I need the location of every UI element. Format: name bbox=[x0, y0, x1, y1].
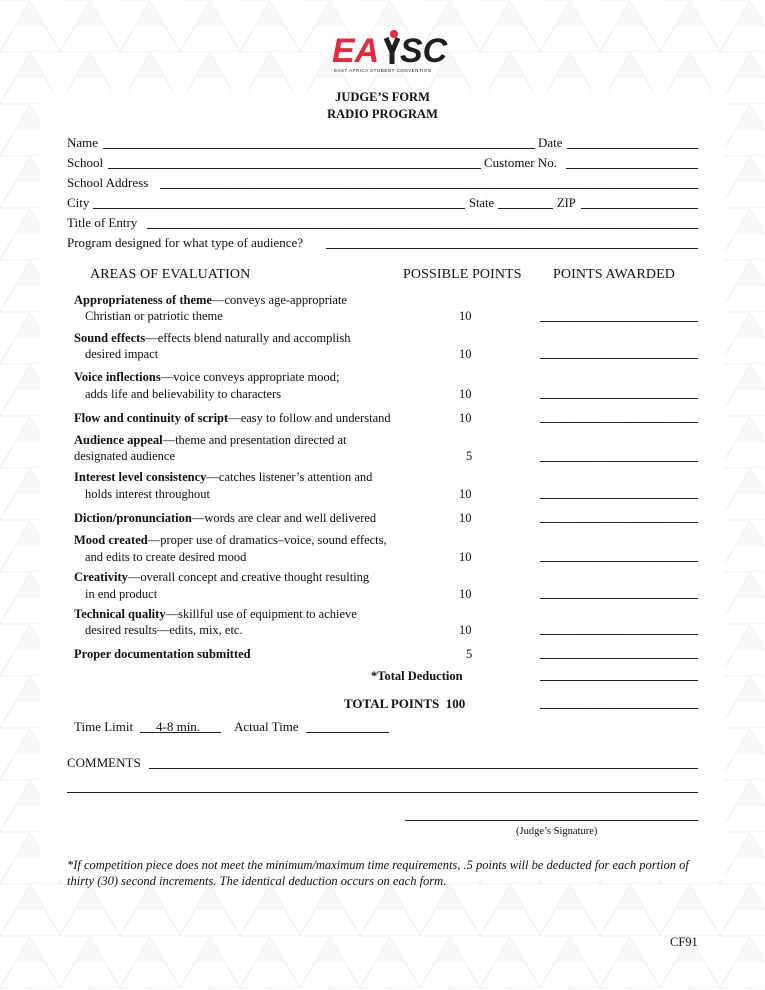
total-points-label: TOTAL POINTS 100 bbox=[344, 696, 466, 711]
title-of-entry-label: Title of Entry bbox=[67, 215, 138, 230]
possible-points: 10 bbox=[459, 587, 472, 601]
state-field[interactable] bbox=[498, 208, 553, 209]
criterion-detail: in end product bbox=[85, 587, 158, 601]
possible-points: 5 bbox=[466, 647, 473, 661]
criterion-detail: holds interest throughout bbox=[85, 487, 210, 501]
points-awarded-field[interactable] bbox=[540, 398, 698, 399]
criterion-text: Voice inflections—voice conveys appropriate mood; bbox=[74, 370, 340, 384]
date-label: Date bbox=[538, 135, 563, 150]
school-label: School bbox=[67, 155, 104, 170]
possible-points: 10 bbox=[459, 411, 472, 425]
zip-label: ZIP bbox=[557, 196, 576, 210]
school-address-label: School Address bbox=[67, 175, 149, 190]
total-deduction-label: *Total Deduction bbox=[371, 669, 463, 683]
time-limit-underline bbox=[140, 732, 221, 733]
points-awarded-field[interactable] bbox=[540, 358, 698, 359]
eaysc-logo-mark bbox=[330, 26, 448, 70]
criterion-text: Proper documentation submitted bbox=[74, 647, 251, 661]
possible-points: 5 bbox=[466, 449, 473, 463]
criterion-text: Sound effects—effects blend naturally and accomplish bbox=[74, 331, 351, 345]
form-code: CF91 bbox=[670, 935, 698, 949]
col-possible-header: POSSIBLE POINTS bbox=[403, 267, 522, 282]
possible-points: 10 bbox=[459, 387, 472, 401]
points-awarded-field[interactable] bbox=[540, 598, 698, 599]
possible-points: 10 bbox=[459, 511, 472, 525]
customer-no-label: Customer No. bbox=[484, 155, 557, 170]
form-subtitle: RADIO PROGRAM bbox=[327, 107, 438, 121]
signature-label: (Judge’s Signature) bbox=[516, 826, 598, 837]
logo-subtitle: EAST AFRICA STUDENT CONVENTION bbox=[334, 68, 432, 73]
title-of-entry-field[interactable] bbox=[147, 228, 698, 229]
date-field[interactable] bbox=[567, 148, 698, 149]
name-label: Name bbox=[67, 135, 99, 150]
points-awarded-field[interactable] bbox=[540, 461, 698, 462]
possible-points: 10 bbox=[459, 550, 472, 564]
audience-field[interactable] bbox=[326, 248, 698, 249]
points-awarded-field[interactable] bbox=[540, 321, 698, 322]
school-field[interactable] bbox=[108, 168, 481, 169]
criterion-detail: adds life and believability to characters bbox=[85, 387, 282, 401]
col-awarded-header: POINTS AWARDED bbox=[553, 267, 676, 282]
footnote-line-1: *If competition piece does not meet the minimum/maximum time requirements, .5 points will be deducted for each portion of bbox=[67, 858, 689, 872]
comments-field-line-2[interactable] bbox=[67, 792, 698, 793]
possible-points: 10 bbox=[459, 347, 472, 361]
points-awarded-field[interactable] bbox=[540, 422, 698, 423]
name-field[interactable] bbox=[103, 148, 535, 149]
possible-points: 10 bbox=[459, 623, 472, 637]
svg-text:SC: SC bbox=[400, 32, 448, 70]
customer-no-field[interactable] bbox=[566, 168, 698, 169]
actual-time-field[interactable] bbox=[306, 732, 389, 733]
points-awarded-field[interactable] bbox=[540, 634, 698, 635]
possible-points: 10 bbox=[459, 487, 472, 501]
footnote-line-2: thirty (30) second increments. The identical deduction occurs on each form. bbox=[67, 874, 447, 888]
comments-label: COMMENTS bbox=[67, 755, 141, 770]
criterion-detail: designated audience bbox=[74, 449, 175, 463]
criterion-text: Appropriateness of theme—conveys age-appropriate bbox=[74, 293, 347, 307]
time-limit-label: Time Limit bbox=[74, 719, 134, 734]
points-awarded-field[interactable] bbox=[540, 658, 698, 659]
criterion-detail: desired results—edits, mix, etc. bbox=[85, 623, 243, 637]
possible-points: 10 bbox=[459, 309, 472, 323]
city-label: City bbox=[67, 195, 90, 210]
criterion-text: Creativity—overall concept and creative thought resulting bbox=[74, 570, 370, 584]
svg-text:EA: EA bbox=[332, 32, 380, 70]
total-points-field[interactable] bbox=[540, 708, 698, 709]
criterion-text: Flow and continuity of script—easy to follow and understand bbox=[74, 411, 391, 425]
actual-time-label: Actual Time bbox=[234, 719, 299, 734]
time-limit-value: 4-8 min. bbox=[156, 719, 201, 734]
criterion-text: Audience appeal—theme and presentation directed at bbox=[74, 433, 347, 447]
criterion-detail: Christian or patriotic theme bbox=[85, 309, 223, 323]
total-points-value: 100 bbox=[445, 696, 466, 711]
criterion-text: Technical quality—skillful use of equipment to achieve bbox=[74, 607, 357, 621]
criterion-detail: desired impact bbox=[85, 347, 159, 361]
criterion-detail: and edits to create desired mood bbox=[85, 550, 247, 564]
judge-signature-field[interactable] bbox=[405, 820, 698, 821]
col-areas-header: AREAS OF EVALUATION bbox=[90, 267, 251, 282]
total-deduction-field[interactable] bbox=[540, 680, 698, 681]
form-title: JUDGE’S FORM bbox=[335, 90, 430, 104]
city-field[interactable] bbox=[93, 208, 465, 209]
points-awarded-field[interactable] bbox=[540, 522, 698, 523]
state-label: State bbox=[469, 196, 494, 210]
audience-label: Program designed for what type of audience? bbox=[67, 235, 304, 250]
comments-field-line-1[interactable] bbox=[149, 768, 698, 769]
points-awarded-field[interactable] bbox=[540, 561, 698, 562]
points-awarded-field[interactable] bbox=[540, 498, 698, 499]
criterion-text: Diction/pronunciation—words are clear and well delivered bbox=[74, 511, 377, 525]
eaysc-logo bbox=[330, 26, 448, 78]
criterion-text: Mood created—proper use of dramatics–voice, sound effects, bbox=[74, 533, 387, 547]
criterion-text: Interest level consistency—catches listener’s attention and bbox=[74, 470, 373, 484]
school-address-field[interactable] bbox=[160, 188, 698, 189]
zip-field[interactable] bbox=[581, 208, 698, 209]
